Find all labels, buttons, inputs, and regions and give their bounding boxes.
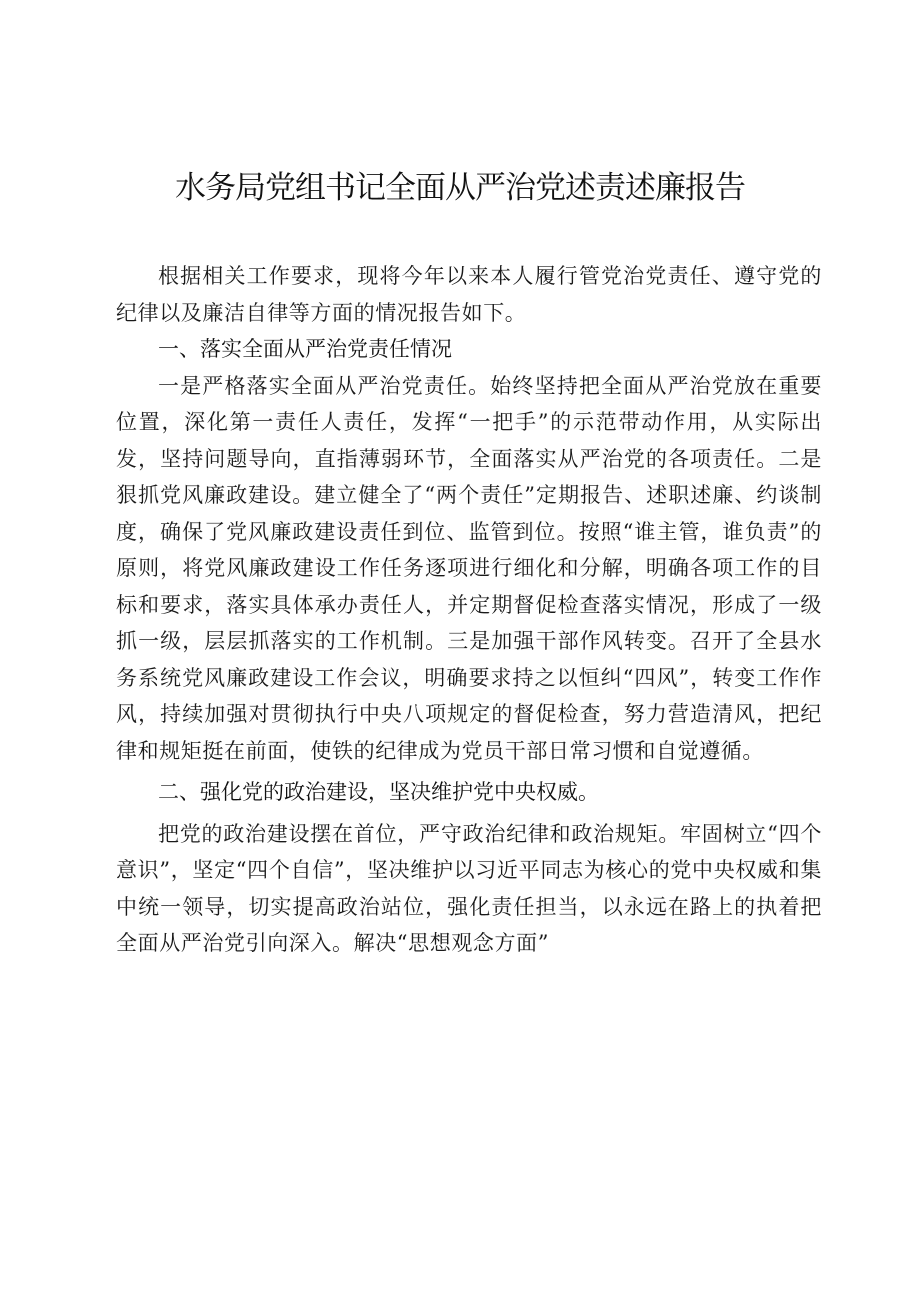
section-2-heading: 二、强化党的政治建设，坚决维护党中央权威。 <box>158 780 599 804</box>
document-title: 水务局党组书记全面从严治党述责述廉报告 <box>175 170 745 206</box>
section-2-paragraph: 把党的政治建设摆在首位，严守政治纪律和政治规矩。牢固树立“四个意识”，坚定“四个自信”，坚决维护以习近平同志为核心的党中央权威和集中统一领导，切实提高政治站位，强化责任担当，以永远在路上的执着把全面从严治党引向深入。解决“思想观念方面” <box>116 821 822 955</box>
intro-paragraph: 根据相关工作要求，现将今年以来本人履行管党治党责任、遵守党的纪律以及廉洁自律等方面的情况报告如下。 <box>116 264 822 325</box>
section-1-heading: 一、落实全面从严治党责任情况 <box>158 337 452 361</box>
document-body <box>116 258 822 962</box>
section-1-paragraph: 一是严格落实全面从严治党责任。始终坚持把全面从严治党放在重要位置，深化第一责任人责任，发挥“一把手”的示范带动作用，从实际出发，坚持问题导向，直指薄弱环节，全面落实从严治党的各项责任。二是狠抓党风廉政建设。建立健全了“两个责任”定期报告、述职述廉、约谈制度，确保了党风廉政建设责任到位、监管到位。按照“谁主管，谁负责”的原则，将党风廉政建设工作任务逐项进行细化和分解，明确各项工作的目标和要求，落实具体承办责任人，并定期督促检查落实情况，形成了一级抓一级，层层抓落实的工作机制。三是加强干部作风转变。召开了全县水务系统党风廉政建设工作会议，明确要求持之以恒纠“四风”，转变工作作风，持续加强对贯彻执行中央八项规定的督促检查，努力营造清风，把纪律和规矩挺在前面，使铁的纪律成为党员干部日常习惯和自觉遵循。 <box>116 373 822 763</box>
